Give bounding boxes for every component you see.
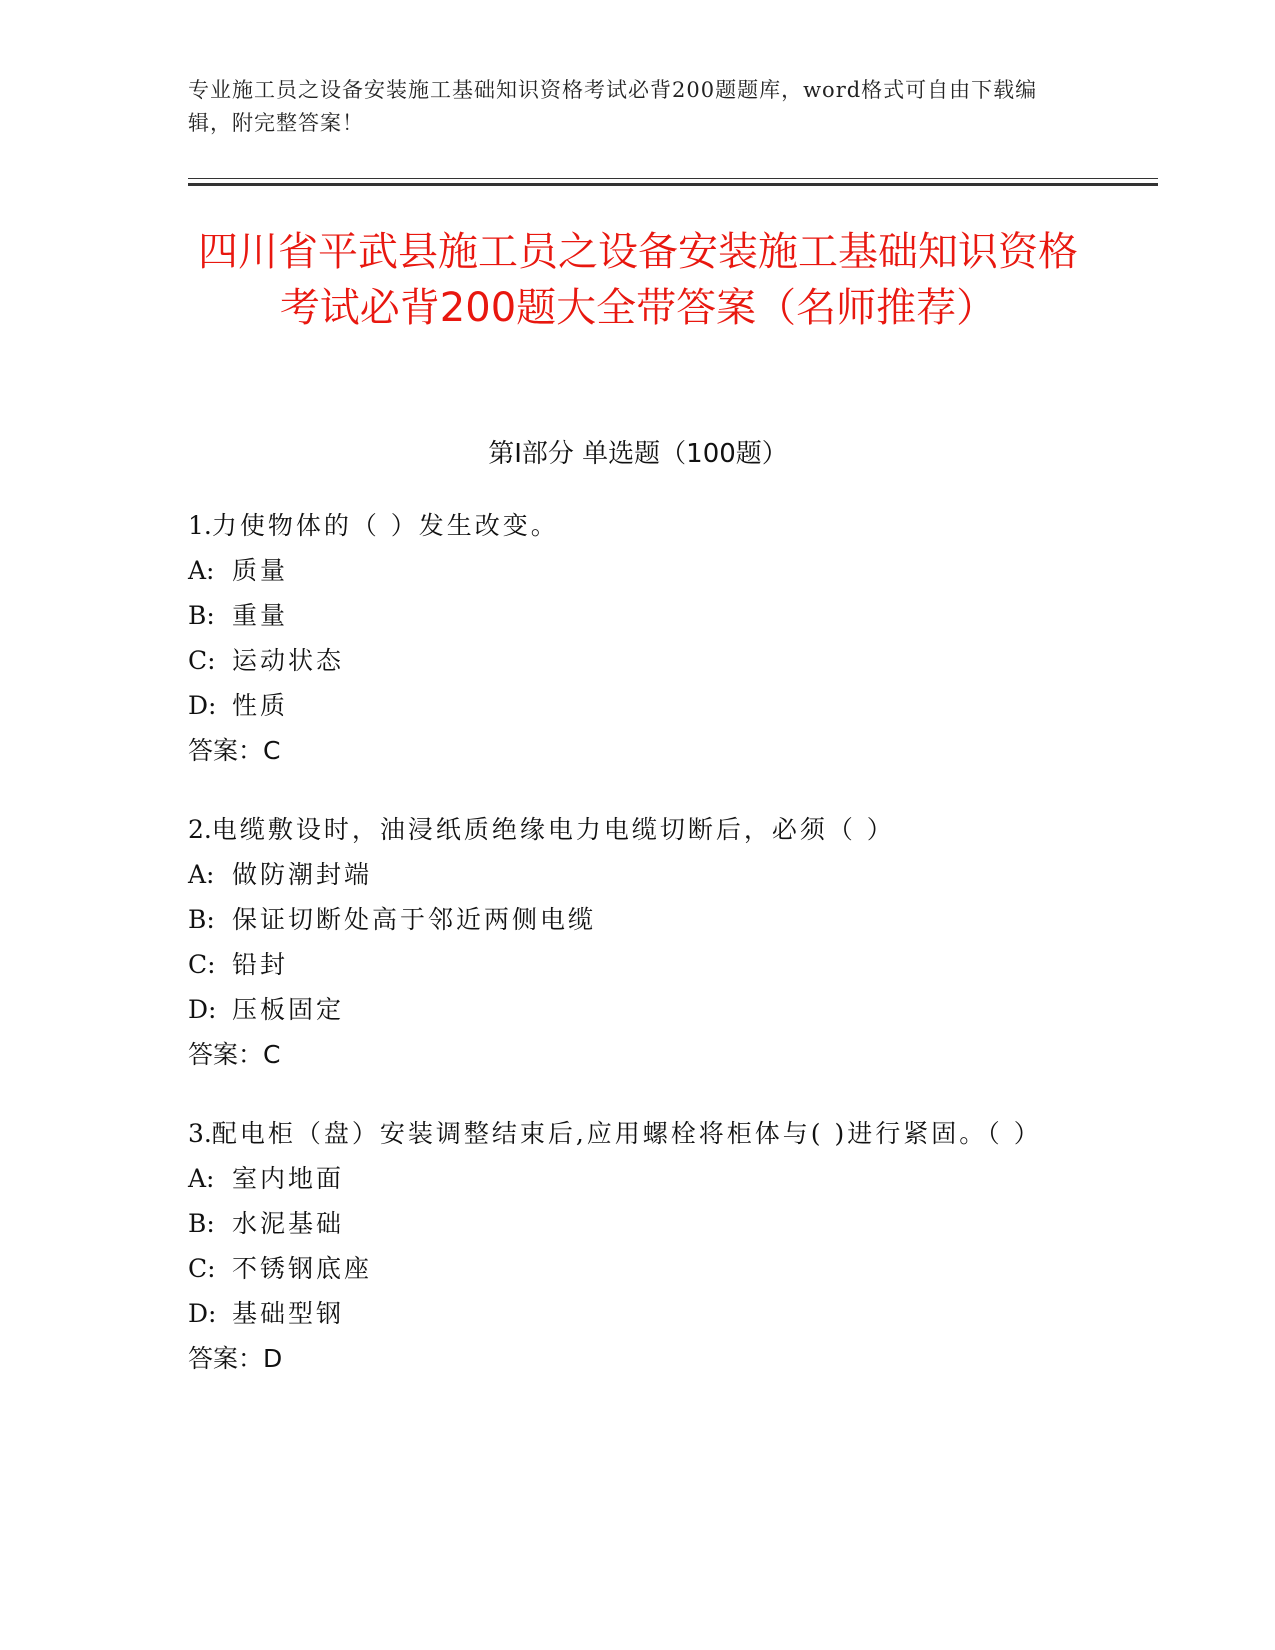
option-b — [188, 897, 1068, 942]
option-d — [188, 683, 1068, 728]
answer-line: 答案：C — [188, 1040, 281, 1069]
option-a — [188, 852, 1068, 897]
option-c — [188, 942, 1068, 987]
question-number: 1. — [188, 511, 212, 540]
option-letter: D: — [188, 1299, 217, 1328]
question-number: 2. — [188, 815, 212, 844]
option-text: 重量 — [232, 601, 289, 630]
option-d — [188, 987, 1068, 1032]
question-text — [188, 1112, 1068, 1156]
section-heading: 第Ⅰ部分 单选题（100题） — [488, 439, 788, 469]
question-3 — [188, 1112, 1068, 1381]
option-letter: B: — [188, 601, 215, 630]
option-text: 保证切断处高于邻近两侧电缆 — [232, 905, 597, 934]
question-text — [188, 808, 1068, 852]
option-letter: C: — [188, 950, 216, 979]
document-title: 四川省平武县施工员之设备安装施工基础知识资格考试必背200题大全带答案（名师推荐） — [198, 229, 1078, 331]
header-divider-thin — [188, 178, 1158, 179]
option-b — [188, 1201, 1068, 1246]
answer-line: 答案：D — [188, 1344, 283, 1373]
option-text: 压板固定 — [232, 995, 345, 1024]
option-text: 质量 — [232, 556, 289, 585]
option-b — [188, 593, 1068, 638]
question-number: 3. — [188, 1119, 212, 1148]
option-c — [188, 1246, 1068, 1291]
option-letter: A: — [188, 1164, 215, 1193]
option-letter: D: — [188, 691, 217, 720]
option-letter: C: — [188, 1254, 216, 1283]
header-note: 专业施工员之设备安装施工基础知识资格考试必背200题题库，word格式可自由下载编辑，附完整答案！ — [188, 78, 1038, 135]
option-letter: D: — [188, 995, 217, 1024]
option-letter: A: — [188, 556, 215, 585]
option-text: 铅封 — [232, 950, 289, 979]
option-letter: C: — [188, 646, 216, 675]
question-2 — [188, 808, 1068, 1077]
question-stem: 配电柜（盘）安装调整结束后,应用螺栓将柜体与( )进行紧固。（ ） — [211, 1119, 1042, 1148]
option-d — [188, 1291, 1068, 1336]
question-text — [188, 504, 1068, 548]
header-divider-thick — [188, 183, 1158, 186]
option-a — [188, 1156, 1068, 1201]
question-1 — [188, 504, 1068, 773]
question-stem: 力使物体的（ ）发生改变。 — [211, 511, 559, 540]
question-stem: 电缆敷设时，油浸纸质绝缘电力电缆切断后，必须（ ） — [211, 815, 895, 844]
option-letter: B: — [188, 905, 215, 934]
option-letter: A: — [188, 860, 215, 889]
option-text: 不锈钢底座 — [232, 1254, 373, 1283]
option-text: 性质 — [232, 691, 289, 720]
answer-line: 答案：C — [188, 736, 281, 765]
option-text: 运动状态 — [232, 646, 345, 675]
option-text: 基础型钢 — [232, 1299, 345, 1328]
option-text: 做防潮封端 — [232, 860, 373, 889]
option-text: 水泥基础 — [232, 1209, 345, 1238]
option-letter: B: — [188, 1209, 215, 1238]
option-a — [188, 548, 1068, 593]
option-text: 室内地面 — [232, 1164, 345, 1193]
option-c — [188, 638, 1068, 683]
